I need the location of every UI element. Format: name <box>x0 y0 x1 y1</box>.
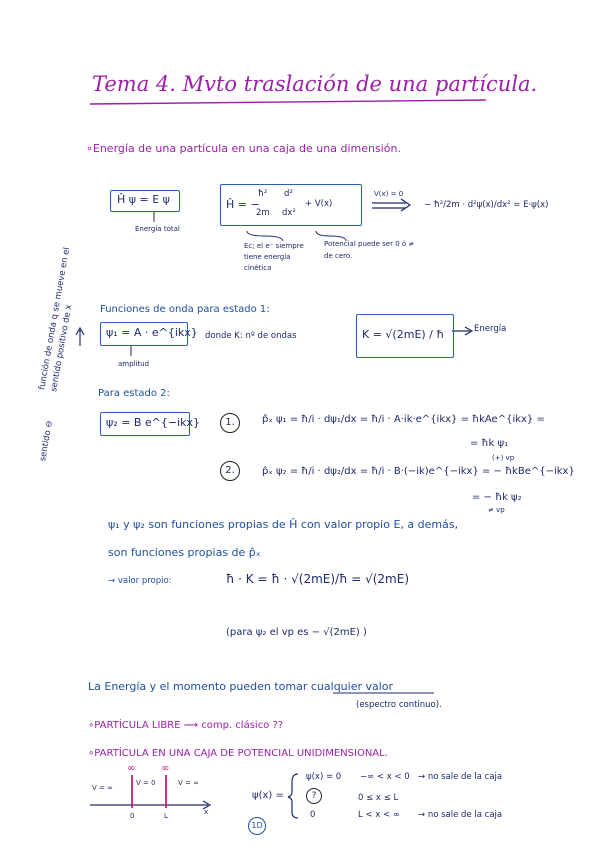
page-title: Tema 4. Mvto traslación de una partícula. <box>92 72 538 96</box>
case2-question: ? <box>306 788 322 804</box>
hamiltonian-d-num: d² <box>284 189 293 199</box>
diagram-v-left: V = ∞ <box>92 784 113 792</box>
diagram-v-mid: V = 0 <box>136 779 156 787</box>
psi1-equation: ψ₁ = A · e^{ikx} <box>106 326 198 339</box>
item2-circle: 2. <box>220 461 240 481</box>
valor-propio-equation: ħ · K = ħ · √(2mE)/ħ = √(2mE) <box>226 572 410 586</box>
hamiltonian-num: ħ² <box>258 189 268 199</box>
schrodinger-equation: Ĥ ψ = E ψ <box>117 193 170 206</box>
psi2-equation: ψ₂ = B e^{−ikx} <box>106 416 201 429</box>
hamiltonian-d-den: dx² <box>282 208 296 218</box>
item1-result: = ħk ψ₁ <box>470 438 509 449</box>
amplitud-label: amplitud <box>118 360 150 368</box>
side-label-onda: función de onda q se mueve en el sentido positivo de x <box>37 246 75 393</box>
donde-k: donde K: nº de ondas <box>205 331 297 341</box>
note-potential: Potencial puede ser 0 ó ≠ de cero. <box>324 240 415 260</box>
item1-circle: 1. <box>220 413 240 433</box>
para-psi2-note: (para ψ₂ el vp es − √(2mE) ) <box>226 627 367 638</box>
case3-expr: 0 <box>310 810 316 820</box>
valor-propio-label: → valor propio: <box>108 576 172 586</box>
statement-line2: son funciones propias de p̂ₓ <box>108 546 261 559</box>
section-heading-caja: ∘Energía de una partícula en una caja de una dimensión. <box>86 142 401 155</box>
particula-caja: ∘PARTÍCULA EN UNA CAJA DE POTENCIAL UNIDIMENSIONAL. <box>88 748 388 759</box>
item2-result: = − ħk ψ₂ <box>472 492 522 503</box>
piecewise-lhs: ψ(x) = <box>252 790 284 801</box>
hamiltonian-den: 2m <box>256 208 270 218</box>
wave-func-title: Funciones de onda para estado 1: <box>100 304 270 315</box>
badge-1d: 1D <box>248 817 266 835</box>
item2-vp: ≠ vp <box>488 506 505 514</box>
diagram-inf-right: ∞ <box>161 763 170 774</box>
espectro-continuo: (espectro continuo). <box>356 700 442 710</box>
result-equation: − ħ²/2m · d²ψ(x)/dx² = E·ψ(x) <box>424 200 549 210</box>
diagram-x-axis: x <box>204 808 209 816</box>
estado2-title: Para estado 2: <box>98 388 170 399</box>
case1-cond: −∞ < x < 0 <box>360 772 410 782</box>
side-estado2: sentido ⊖ <box>38 419 56 463</box>
case3-cond: L < x < ∞ <box>358 810 400 820</box>
energia-total-label: Energía total <box>135 225 180 233</box>
note-kinetic: Ec; el e⁻ siempre tiene energía cinética <box>244 242 304 272</box>
diagram-tick-0: 0 <box>130 812 135 820</box>
hamiltonian-lhs: Ĥ = − <box>226 198 260 211</box>
item2-equation: p̂ₓ ψ₂ = ħ/i · dψ₂/dx = ħ/i · B·(−ik)e^{−ikx} = − ħkBe^{−ikx} <box>262 466 575 477</box>
statement-line1: ψ₁ y ψ₂ son funciones propias de Ĥ con valor propio E, a demás, <box>108 518 459 531</box>
case3-note: → no sale de la caja <box>418 810 503 820</box>
arrow-condition: V(x) = 0 <box>374 190 404 198</box>
diagram-tick-l: L <box>164 812 168 820</box>
particula-libre: ∘PARTÍCULA LIBRE ⟿ comp. clásico ?? <box>88 720 284 731</box>
energy-statement: La Energía y el momento pueden tomar cualquier valor <box>88 680 394 693</box>
k-expression: K = √(2mE) / ħ <box>362 328 445 341</box>
item1-equation: p̂ₓ ψ₁ = ħ/i · dψ₁/dx = ħ/i · A·ik·e^{ikx} = ħkAe^{ikx} = <box>262 414 545 425</box>
item1-vp: (+) vp <box>492 454 515 462</box>
energia-label: Energía <box>474 324 507 334</box>
case2-cond: 0 ≤ x ≤ L <box>358 793 399 803</box>
case1-note: → no sale de la caja <box>418 772 503 782</box>
hamiltonian-potential: + V(x) <box>305 199 333 209</box>
diagram-inf-left: ∞ <box>127 763 136 774</box>
diagram-v-right: V = ∞ <box>178 779 199 787</box>
case1-expr: ψ(x) = 0 <box>306 772 342 782</box>
